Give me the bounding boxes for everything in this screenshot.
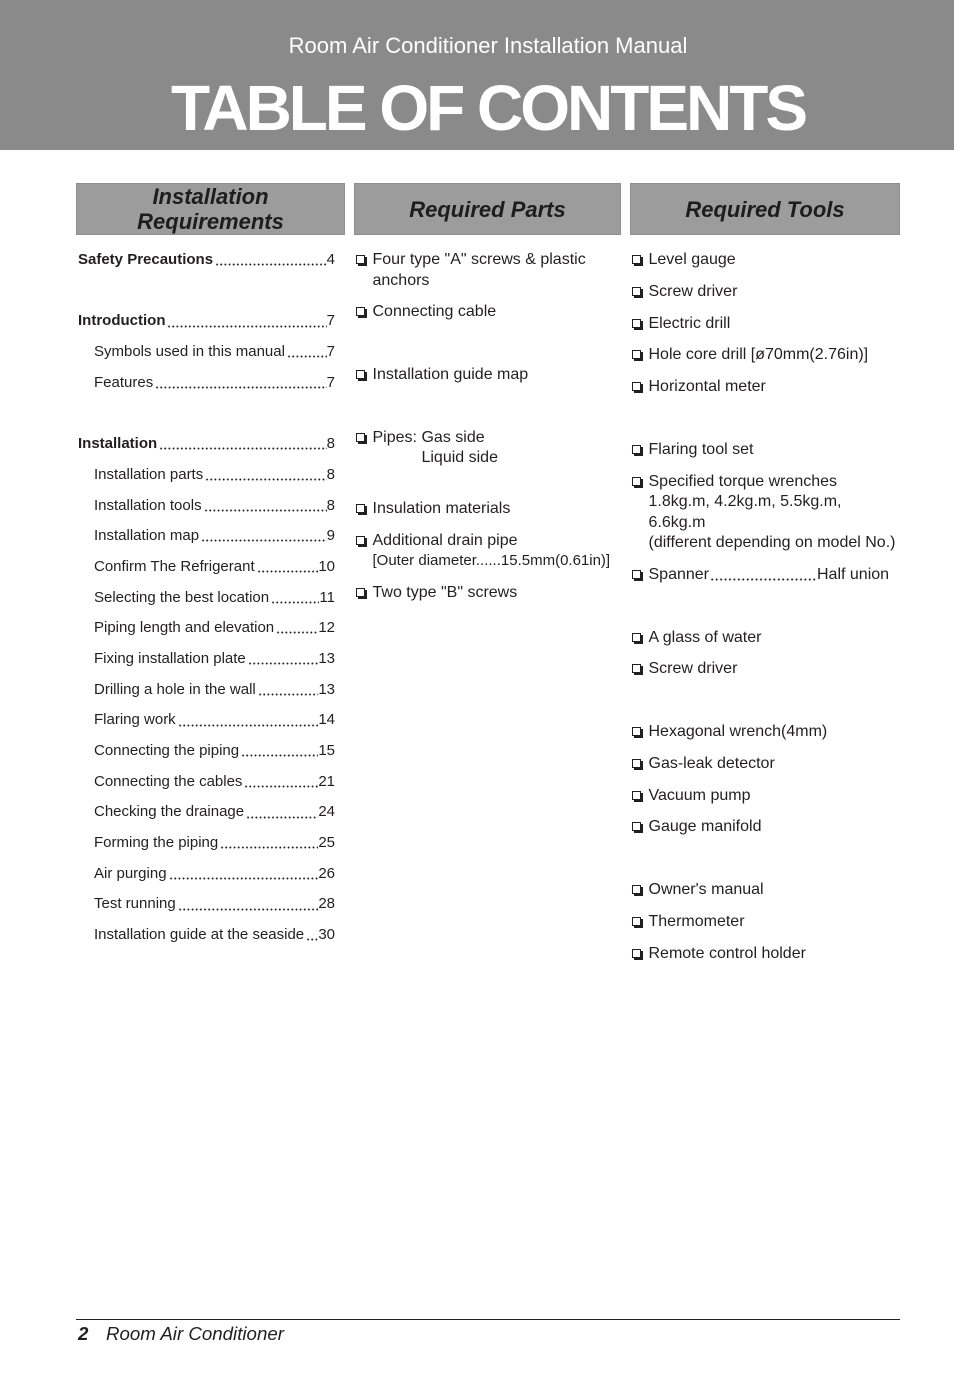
- required-part: [355, 583, 621, 604]
- checkbox-icon: [356, 504, 365, 513]
- toc-subentry: [78, 705, 335, 736]
- item-text: Screw driver: [648, 282, 738, 300]
- checkbox-icon: [632, 791, 641, 800]
- item-text: Gauge manifold: [648, 818, 762, 836]
- item-text: Level gauge: [648, 251, 736, 268]
- item-text: [649, 565, 901, 586]
- page-title: TABLE OF CONTENTS: [171, 72, 805, 144]
- required-tool: [631, 722, 900, 743]
- item-text: [373, 428, 622, 469]
- required-tool: [631, 628, 900, 649]
- item-text: Hole core drill [ø70mm(2.76in)]: [648, 346, 869, 364]
- toc-page-number: 21: [318, 772, 335, 790]
- toc-subentry: [78, 920, 335, 951]
- item-value: Liquid side: [421, 449, 498, 467]
- required-part: [355, 365, 621, 386]
- checkbox-icon: [632, 727, 641, 736]
- item-text: Owner's manual: [648, 881, 764, 898]
- checkbox-icon: [632, 477, 641, 486]
- checkbox-icon: [356, 536, 365, 545]
- column-heading-text: Required Tools: [685, 196, 845, 222]
- item-group: [631, 880, 900, 975]
- toc-entry-title: Safety Precautions: [78, 251, 214, 268]
- checkbox-icon: [632, 822, 641, 831]
- dot-leader: [200, 521, 327, 552]
- item-group: [631, 722, 900, 849]
- item-group: [631, 250, 900, 409]
- required-part: [355, 531, 621, 572]
- toc-subentry: [78, 337, 335, 368]
- item-text: Horizontal meter: [648, 378, 766, 395]
- toc-subentry-title: Connecting the piping: [94, 742, 240, 759]
- column-heading-required-tools: [630, 183, 900, 235]
- required-parts-list: [355, 250, 621, 615]
- required-tool: [631, 250, 900, 271]
- toc-subentry-title: Installation map: [94, 527, 200, 545]
- toc-page-number: 8: [326, 465, 335, 483]
- required-tool: [631, 912, 900, 933]
- checkbox-icon: [632, 570, 641, 579]
- toc-subentry-title: Flaring work: [94, 711, 176, 729]
- toc-page-number: 11: [319, 588, 335, 606]
- dot-leader: [257, 675, 319, 706]
- toc-entry-title: Installation: [78, 435, 158, 453]
- checkbox-icon: [632, 382, 641, 391]
- dot-leader: [166, 306, 326, 337]
- toc-page-number: 30: [318, 926, 335, 944]
- toc-page-number: 13: [318, 649, 335, 667]
- toc-subentry-title: Installation tools: [94, 496, 202, 514]
- checkbox-icon: [356, 370, 365, 379]
- item-label: Pipes:: [372, 428, 417, 446]
- toc-section: [78, 429, 335, 951]
- toc-subentry-title: Piping length and elevation: [94, 619, 275, 637]
- toc-page-number: 10: [318, 557, 335, 575]
- dot-leader: [240, 736, 318, 767]
- item-text: Remote control holder: [648, 944, 806, 962]
- toc-page-number: 12: [318, 619, 335, 637]
- column-heading-required-parts: [354, 183, 621, 235]
- toc-page-number: 25: [318, 834, 335, 852]
- required-tool: [631, 659, 900, 680]
- footer-rule: [76, 1319, 900, 1320]
- dot-leader: [709, 565, 817, 586]
- item-text: Two type "B" screws: [372, 584, 518, 601]
- required-tool: [631, 786, 900, 807]
- toc-page-number: 8: [326, 496, 335, 514]
- toc-page-number: 24: [318, 803, 335, 821]
- toc-subentry: [78, 613, 335, 644]
- required-part: [355, 428, 621, 469]
- item-text: A glass of water: [648, 628, 762, 646]
- item-text: Flaring tool set: [648, 440, 754, 458]
- toc-subentry-title: Selecting the best location: [94, 588, 270, 606]
- footer-title: Room Air Conditioner: [106, 1323, 284, 1344]
- checkbox-icon: [356, 433, 365, 442]
- dot-leader: [203, 491, 327, 522]
- item-value: Gas side: [421, 428, 485, 446]
- toc-subentry: [78, 491, 335, 522]
- toc-subentry: [78, 368, 335, 399]
- item-group: [355, 499, 621, 615]
- item-group: [631, 628, 900, 692]
- required-part: [355, 250, 621, 291]
- manual-subtitle: Room Air Conditioner Installation Manual: [288, 33, 688, 58]
- toc-list: [78, 245, 335, 951]
- dot-leader: [286, 337, 327, 368]
- checkbox-icon: [356, 307, 365, 316]
- required-tool: [631, 345, 900, 366]
- dot-leader: [158, 429, 326, 460]
- toc-subentry-title: Features: [94, 373, 154, 391]
- toc-page-number: 15: [318, 742, 335, 759]
- toc-subentry: [78, 736, 335, 767]
- item-text: Gas-leak detector: [648, 754, 775, 772]
- toc-page-number: 9: [326, 527, 335, 545]
- checkbox-icon: [632, 445, 641, 454]
- item-text: (different depending on model No.): [648, 534, 896, 551]
- dot-leader: [247, 644, 319, 675]
- item-text: Electric drill: [648, 314, 731, 332]
- required-part: [355, 499, 621, 520]
- item-group: [355, 428, 621, 480]
- dot-leader: [168, 859, 319, 890]
- item-text: Screw driver: [648, 660, 738, 678]
- item-group: [355, 365, 621, 397]
- item-values: [421, 428, 498, 469]
- dot-leader: [204, 460, 326, 491]
- required-tool: [631, 314, 900, 335]
- required-part: [355, 302, 621, 323]
- dot-leader: [305, 920, 318, 951]
- toc-subentry-title: Checking the drainage: [94, 803, 245, 821]
- required-tool: [631, 440, 900, 461]
- item-label: Spanner: [648, 565, 709, 583]
- header-content: [76, 0, 900, 150]
- dot-leader: [270, 583, 319, 614]
- toc-page-number: 28: [318, 895, 335, 913]
- toc-subentry: [78, 767, 335, 798]
- required-tool: [631, 565, 900, 586]
- dot-leader: [214, 245, 327, 276]
- item-text: Hexagonal wrench(4mm): [648, 723, 828, 740]
- item-text: Installation guide map: [372, 366, 529, 383]
- checkbox-icon: [632, 917, 641, 926]
- dot-leader: [154, 368, 326, 399]
- toc-subentry-title: Confirm The Refrigerant: [94, 557, 255, 575]
- toc-page-number: 8: [326, 435, 335, 453]
- item-text: anchors: [372, 271, 430, 289]
- toc-section: [78, 245, 335, 276]
- checkbox-icon: [356, 255, 365, 264]
- required-tool: [631, 472, 900, 554]
- toc-subentry: [78, 675, 335, 706]
- item-value: Half union: [817, 565, 890, 583]
- page-number: 2: [78, 1323, 89, 1344]
- column-heading-text: Installation Requirements: [137, 184, 284, 234]
- toc-subentry-title: Test running: [94, 895, 176, 913]
- item-group: [631, 440, 900, 597]
- checkbox-icon: [632, 319, 641, 328]
- item-text: 1.8kg.m, 4.2kg.m, 5.5kg.m,: [648, 493, 842, 510]
- checkbox-icon: [632, 885, 641, 894]
- toc-entry: [78, 429, 335, 460]
- item-note: [Outer diameter......15.5mm(0.61in)]: [372, 552, 611, 570]
- dot-leader: [177, 705, 319, 736]
- toc-subentry: [78, 828, 335, 859]
- item-text: 6.6kg.m: [648, 513, 706, 531]
- dot-leader: [177, 889, 319, 920]
- page-footer: [78, 1323, 284, 1345]
- toc-subentry-title: Drilling a hole in the wall: [94, 680, 256, 698]
- required-tool: [631, 817, 900, 838]
- checkbox-icon: [632, 664, 641, 673]
- column-heading-installation-requirements: [76, 183, 345, 235]
- required-tool: [631, 377, 900, 398]
- toc-entry: [78, 245, 335, 276]
- required-tool: [631, 944, 900, 965]
- toc-subentry-title: Connecting the cables: [94, 772, 243, 790]
- toc-subentry: [78, 552, 335, 583]
- toc-subentry-title: Fixing installation plate: [94, 649, 246, 667]
- toc-subentry: [78, 521, 335, 552]
- toc-subentry-title: Air purging: [94, 864, 167, 882]
- toc-subentry-title: Installation parts: [94, 465, 204, 483]
- item-text: Insulation materials: [372, 500, 511, 517]
- dot-leader: [245, 797, 318, 828]
- toc-subentry-title: Forming the piping: [94, 834, 219, 852]
- dot-leader: [275, 613, 318, 644]
- toc-subentry-title: Installation guide at the seaside: [94, 926, 305, 944]
- toc-entry-title: Introduction: [78, 312, 166, 330]
- checkbox-icon: [632, 255, 641, 264]
- checkbox-icon: [356, 588, 365, 597]
- item-text: Thermometer: [648, 912, 745, 930]
- dot-leader: [256, 552, 319, 583]
- item-group: [355, 250, 621, 334]
- checkbox-icon: [632, 949, 641, 958]
- toc-section: [78, 306, 335, 398]
- toc-page-number: 7: [326, 373, 335, 391]
- toc-entry: [78, 306, 335, 337]
- item-text: Vacuum pump: [648, 786, 751, 804]
- toc-subentry: [78, 644, 335, 675]
- toc-subentry: [78, 889, 335, 920]
- checkbox-icon: [632, 633, 641, 642]
- toc-page-number: 7: [326, 343, 335, 361]
- toc-subentry: [78, 583, 335, 614]
- checkbox-icon: [632, 350, 641, 359]
- item-text: Four type "A" screws & plastic: [372, 251, 586, 268]
- header-band: [0, 0, 954, 150]
- toc-subentry: [78, 797, 335, 828]
- item-text: Connecting cable: [372, 303, 497, 321]
- toc-subentry: [78, 460, 335, 491]
- dot-leader: [219, 828, 318, 859]
- required-tool: [631, 754, 900, 775]
- dot-leader: [243, 767, 318, 798]
- toc-subentry: [78, 859, 335, 890]
- item-text: Additional drain pipe: [372, 531, 518, 549]
- toc-page-number: 7: [326, 312, 335, 330]
- checkbox-icon: [632, 759, 641, 768]
- toc-page-number: 4: [326, 251, 335, 268]
- toc-page-number: 26: [318, 864, 335, 882]
- item-text: Specified torque wrenches: [648, 472, 838, 490]
- toc-page-number: 14: [318, 711, 335, 729]
- required-tool: [631, 880, 900, 901]
- required-tools-list: [631, 250, 900, 975]
- checkbox-icon: [632, 287, 641, 296]
- column-heading-text: Required Parts: [409, 196, 566, 222]
- toc-subentry-title: Symbols used in this manual: [94, 343, 285, 361]
- required-tool: [631, 282, 900, 303]
- toc-page-number: 13: [318, 680, 335, 698]
